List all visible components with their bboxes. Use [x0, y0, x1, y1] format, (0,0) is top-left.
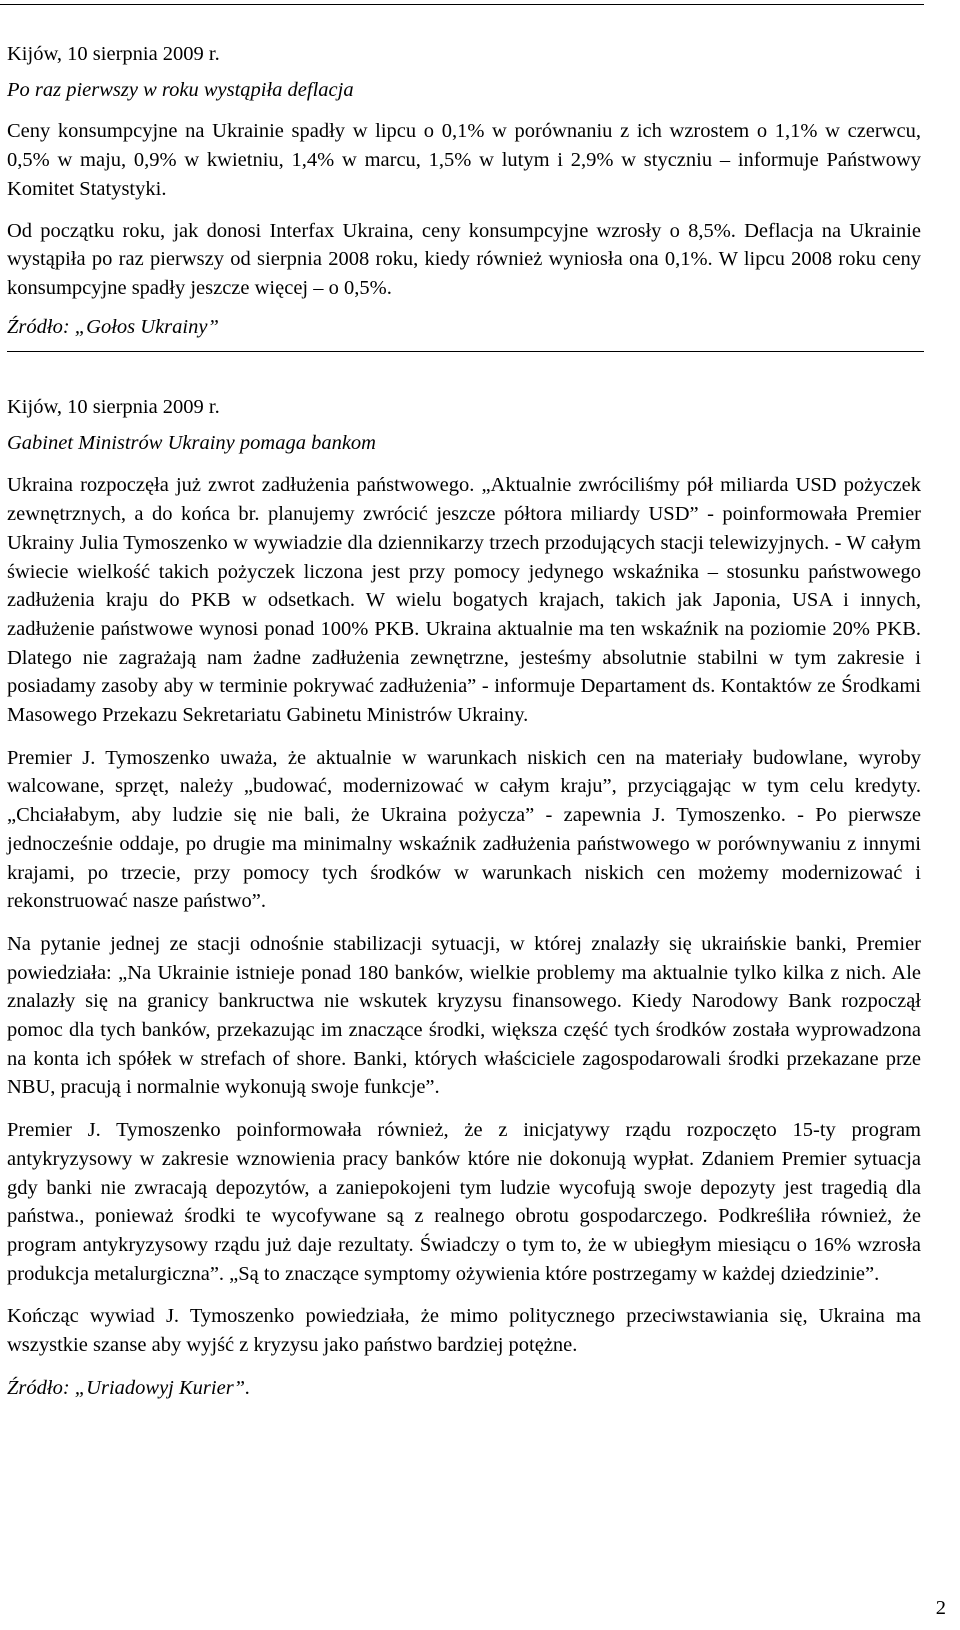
article-2-paragraph: Na pytanie jednej ze stacji odnośnie stabilizacji sytuacji, w której znalazły się ukraińskie banki, Premier powiedziała: „Na Ukrainie istnieje ponad 180 banków, wielkie problemy ma aktualnie tylko kilka z nich. Ale znalazły się na granicy bankructwa nie wskutek kryzysu finansowego. Kiedy Narodowy Bank rozpoczął pomoc dla tych banków, przekazując im znaczące środki, większa część tych środków została wyprowadzona na konta ich spółek w strefach of shore. Banki, których właściciele zagospodarowali środki przekazane prze NBU, pracują i normalnie wykonują swoje funkcje”. — [7, 932, 921, 1099]
article-1-paragraph: Ceny konsumpcyjne na Ukrainie spadły w lipcu o 0,1% w porównaniu z ich wzrostem o 1,1% w czerwcu, 0,5% w maju, 0,9% w kwietniu, 1,4% w marcu, 1,5% w lutym i 2,9% w styczniu – informuje Państwowy Komitet Statystyki. — [7, 120, 921, 200]
article-1-source: Źródło: „Gołos Ukrainy” — [7, 315, 219, 338]
article-2-source: Źródło: „Uriadowyj Kurier”. — [7, 1376, 251, 1399]
top-rule — [0, 4, 924, 5]
article-2 — [7, 393, 921, 1402]
article-divider — [7, 351, 924, 352]
page-number: 2 — [935, 1597, 946, 1619]
article-2-paragraph: Kończąc wywiad J. Tymoszenko powiedziała, że mimo politycznego przeciwstawiania się, Ukraina ma wszystkie szanse aby wyjść z kryzysu jako państwo bardziej potężne. — [7, 1305, 921, 1357]
article-1-dateline: Kijów, 10 sierpnia 2009 r. — [7, 43, 220, 65]
article-1-title: Po raz pierwszy w roku wystąpiła deflacja — [7, 79, 354, 102]
article-1 — [7, 40, 921, 341]
article-2-paragraph: Premier J. Tymoszenko uważa, że aktualnie w warunkach niskich cen na materiały budowlane, wyroby walcowane, sprzęt, należy „budować, modernizować w całym kraju”, przyciągając w tym celu kredyty. „Chciałabym, aby ludzie się nie bali, że Ukraina pożycza” - zapewnia J. Tymoszenko. - Po pierwsze jednocześnie oddaje, po drugie ma minimalny wskaźnik zadłużenia państwowego w porównywaniu z innymi krajami, po trzecie, przy pomocy tych środków w warunkach niskich cen możemy modernizować i rekonstruować nasze państwo”. — [7, 746, 921, 913]
article-2-paragraph: Premier J. Tymoszenko poinformowała również, że z inicjatywy rządu rozpoczęto 15-ty program antykryzysowy w zakresie wznowienia pracy banków które nie dokonują wypłat. Zdaniem Premier sytuacja gdy banki nie zwracają depozytów, a zaniepokojeni tym ludzie wycofują swoje depozyty jest tragedią dla państwa., ponieważ środki te wycofywane są z realnego obrotu gospodarczego. Podkreśliła również, że program antykryzysowy rządu już daje rezultaty. Świadczy o tym to, że w ubiegłym miesiącu o 16% wzrosła produkcja metalurgiczna”. „Są to znaczące symptomy ożywienia które postrzegamy w każdej dziedzinie”. — [7, 1119, 921, 1285]
article-2-dateline: Kijów, 10 sierpnia 2009 r. — [7, 396, 220, 418]
article-2-paragraph: Ukraina rozpoczęła już zwrot zadłużenia państwowego. „Aktualnie zwróciliśmy pół miliarda USD pożyczek zewnętrznych, a do końca br. planujemy zwrócić jeszcze półtora miliardy USD” - poinformowała Premier Ukrainy Julia Tymoszenko w wywiadzie dla dziennikarzy trzech przodujących stacji telewizyjnych. - W całym świecie wielkość takich pożyczek liczona jest przy pomocy jedynego wskaźnika – stosunku państwowego zadłużenia kraju do PKB w odsetkach. W wielu bogatych krajach, takich jak Japonia, USA i innych, zadłużenie państwowe wynosi ponad 100% PKB. Ukraina aktualnie ma ten wskaźnik na poziomie 20% PKB. Dlatego nie zagrażają nam żadne zadłużenia zewnętrzne, jesteśmy absolutnie stabilni w tym zakresie i posiadamy zasoby aby w terminie pokrywać zadłużenia” - informuje Departament ds. Kontaktów ze Środkami Masowego Przekazu Sekretariatu Gabinetu Ministrów Ukrainy. — [7, 474, 921, 727]
article-2-title: Gabinet Ministrów Ukrainy pomaga bankom — [7, 432, 376, 455]
article-1-paragraph: Od początku roku, jak donosi Interfax Ukraina, ceny konsumpcyjne wzrosły o 8,5%. Deflacja na Ukrainie wystąpiła po raz pierwszy od sierpnia 2008 roku, kiedy również wyniosła ona 0,1%. W lipcu 2008 roku ceny konsumpcyjne spadły jeszcze więcej – o 0,5%. — [7, 219, 921, 299]
